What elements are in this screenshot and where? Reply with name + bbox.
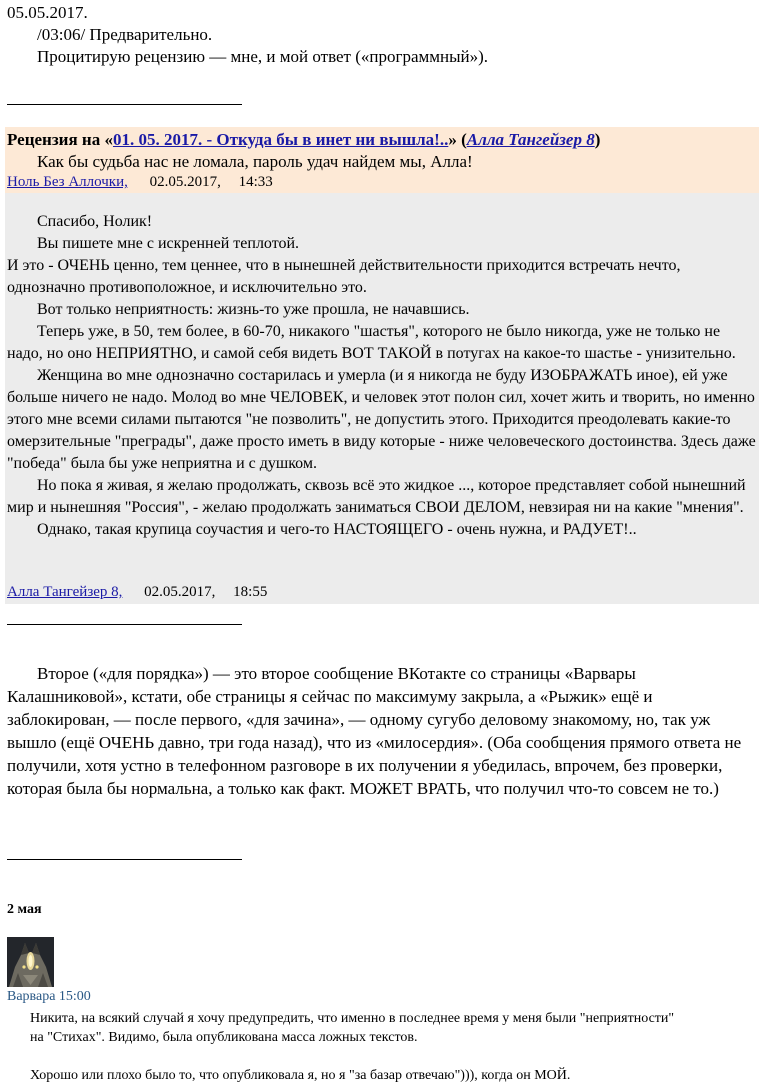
- review-signature-author[interactable]: Ноль Без Аллочки,: [7, 174, 128, 190]
- intro-date: 05.05.2017.: [7, 3, 88, 22]
- review-close-paren: ): [594, 130, 601, 149]
- second-message-paragraph: Второе («для порядка») — это второе сообщение ВКотакте со страницы «Варвары Калашниковой», кстати, обе страницы я сейчас по максимуму закрыла, а «Рыжик» ещё и заблокирован, — после первого, «для зачина», — одному сугубо деловому знакомому, но, так уж вышло (ещё ОЧЕНЬ давно, три года назад), что из «милосердия». (Оба сообщения прямого ответа не получили, хотя устно в телефонном разговоре в их получении я убедилась, впрочем, без проверки, которая была бы нормальна, а только как факт. МОЖЕТ ВРАТЬ, что получил что-то совсем не то.): [7, 664, 742, 798]
- review-signature: [7, 172, 273, 193]
- review-prefix: Рецензия на «: [7, 130, 113, 149]
- review-text: Как бы судьба нас не ломала, пароль удач найдем мы, Алла!: [37, 152, 473, 171]
- intro-quote-note: Процитирую рецензию — мне, и мой ответ («программный»).: [37, 47, 489, 66]
- reply-p4: Вот только неприятность: жизнь-то уже прошла, не начавшись.: [37, 301, 470, 318]
- chat-avatar[interactable]: [7, 937, 54, 987]
- reply-p7: Но пока я живая, я желаю продолжать, сквозь всё это жидкое ..., которое представляет собой нынешний мир и нынешняя "Россия", - желаю продолжать заниматься СВОИ ДЕЛОМ, невзирая ни на какие "мнения".: [7, 477, 746, 516]
- chat-date-header: 2 мая: [7, 902, 42, 917]
- review-suffix: » (: [448, 130, 467, 149]
- reply-signature-author[interactable]: Алла Тангейзер 8,: [7, 584, 123, 600]
- chat-message-1: Никита, на всякий случай я хочу предупредить, что именно в последнее время у меня были "неприятности" на "Стихах". Видимо, была опубликована масса ложных текстов.: [30, 1011, 675, 1045]
- divider-2: [7, 624, 242, 625]
- divider-3: [7, 859, 242, 860]
- reply-signature: [7, 582, 267, 603]
- chat-message: [30, 1009, 685, 1085]
- chat-sender-name[interactable]: Варвара: [7, 989, 56, 1004]
- review-author-link[interactable]: Алла Тангейзер 8: [466, 130, 595, 149]
- reply-body: [7, 211, 759, 541]
- reply-signature-time: 18:55: [233, 584, 268, 600]
- intro-block: [7, 2, 747, 68]
- wolf-avatar-icon: [7, 937, 54, 987]
- reply-p5: Теперь уже, в 50, тем более, в 60-70, никакого "шастья", которого не было никогда, уже не только не надо, но оно НЕПРИЯТНО, и самой себя видеть ВОТ ТАКОЙ в потугах на какое-то шастье - унизительно.: [7, 323, 736, 362]
- review-title-link[interactable]: 01. 05. 2017. - Откуда бы в инет ни вышла!..: [112, 130, 449, 149]
- reply-p2: Вы пишете мне с искренней теплотой.: [37, 235, 300, 252]
- reply-p6: Женщина во мне однозначно состарилась и умерла (и я никогда не буду ИЗОБРАЖАТЬ иное), ей уже больше ничего не надо. Молод во мне ЧЕЛОВЕК, и человек этот полон сил, хочет жить и творить, но именно этого мне всеми силами пытаются "не позволить", не допустить этого. Приходится преодолевать какие-то омерзительные "преграды", даже просто иметь в виду которые - ниже человеческого достоинства. Здесь даже "победа" была бы уже неприятна и с душком.: [7, 367, 756, 472]
- reply-signature-date: 02.05.2017,: [144, 584, 216, 600]
- chat-message-2: Хорошо или плохо было то, что опубликовала я, но я "за базар отвечаю"))), когда он МОЙ.: [30, 1068, 571, 1083]
- reply-p1: Спасибо, Нолик!: [37, 213, 153, 230]
- divider-1: [7, 104, 242, 105]
- intro-status: /03:06/ Предварительно.: [37, 25, 213, 44]
- review-signature-time: 14:33: [238, 174, 273, 190]
- reply-p8: Однако, такая крупица соучастия и чего-то НАСТОЯЩЕГО - очень нужна, и РАДУЕТ!..: [37, 521, 637, 538]
- reply-p3: И это - ОЧЕНЬ ценно, тем ценнее, что в нынешней действительности приходится встречать нечто, однозначно противоположное, и исключительно это.: [7, 257, 681, 296]
- chat-sender-line: [7, 989, 91, 1005]
- review-signature-date: 02.05.2017,: [149, 174, 221, 190]
- review-heading: [7, 129, 757, 151]
- chat-message-time: 15:00: [58, 989, 91, 1004]
